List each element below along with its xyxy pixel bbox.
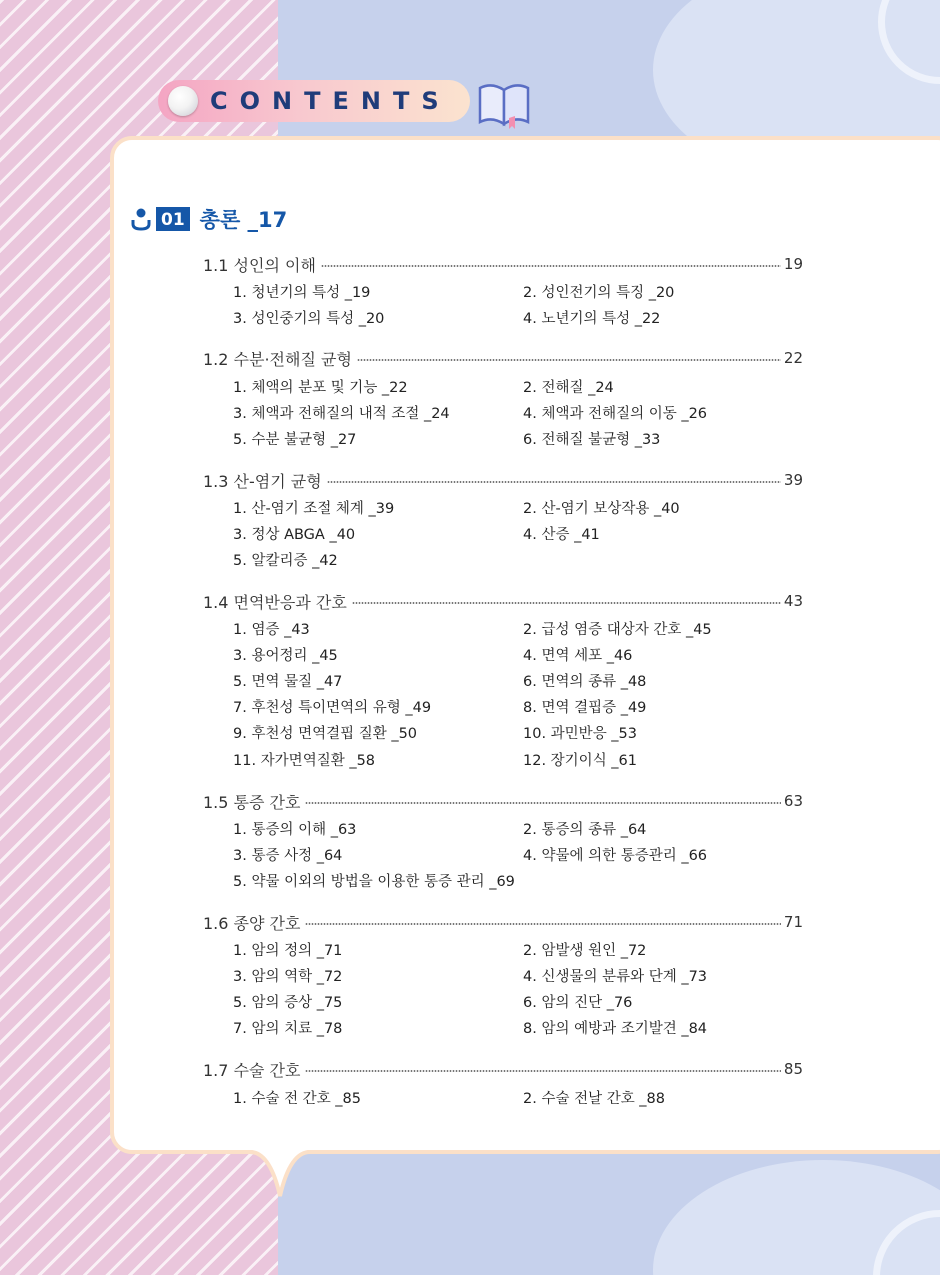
section-page: 85 bbox=[783, 1060, 803, 1078]
toc-item[interactable]: 3. 암의 역학 _72 bbox=[233, 969, 343, 985]
toc-item[interactable]: 6. 면역의 종류 _48 bbox=[523, 674, 647, 690]
toc-item[interactable]: 2. 수술 전날 간호 _88 bbox=[523, 1091, 666, 1107]
section-page: 43 bbox=[783, 592, 803, 610]
toc-item[interactable]: 6. 전해질 불균형 _33 bbox=[523, 432, 661, 448]
toc-item[interactable]: 1. 산-염기 조절 체계 _39 bbox=[233, 501, 395, 517]
toc-item[interactable]: 11. 자가면역질환 _58 bbox=[233, 753, 376, 769]
toc-item[interactable]: 4. 산증 _41 bbox=[523, 527, 600, 543]
toc-item[interactable]: 8. 암의 예방과 조기발견 _84 bbox=[523, 1021, 708, 1037]
toc-item[interactable]: 12. 장기이식 _61 bbox=[523, 753, 638, 769]
section-page: 19 bbox=[783, 255, 803, 273]
toc-item[interactable]: 1. 통증의 이해 _63 bbox=[233, 822, 357, 838]
section-heading[interactable] bbox=[203, 910, 803, 934]
chapter-heading bbox=[130, 205, 287, 233]
toc-item[interactable]: 6. 암의 진단 _76 bbox=[523, 995, 633, 1011]
section-title: 1.5 통증 간호 bbox=[203, 792, 301, 812]
toc-item[interactable]: 10. 과민반응 _53 bbox=[523, 726, 638, 742]
toc-item[interactable]: 3. 통증 사정 _64 bbox=[233, 848, 343, 864]
toc-item[interactable]: 3. 정상 ABGA _40 bbox=[233, 527, 356, 543]
section-title: 1.4 면역반응과 간호 bbox=[203, 592, 347, 612]
dot-leader bbox=[352, 602, 781, 604]
dot-leader bbox=[305, 923, 780, 925]
chapter-title: 총론 _17 bbox=[199, 208, 288, 232]
toc-item[interactable]: 9. 후천성 면역결핍 질환 _50 bbox=[233, 726, 418, 742]
toc-item[interactable]: 3. 용어정리 _45 bbox=[233, 648, 338, 664]
person-icon bbox=[130, 207, 152, 231]
toc-item[interactable]: 3. 성인중기의 특성 _20 bbox=[233, 311, 385, 327]
toc-item[interactable]: 5. 면역 물질 _47 bbox=[233, 674, 343, 690]
card-bottom-tab bbox=[250, 1150, 310, 1200]
toc-item[interactable]: 2. 통증의 종류 _64 bbox=[523, 822, 647, 838]
section-page: 63 bbox=[783, 792, 803, 810]
section-title: 1.6 종양 간호 bbox=[203, 913, 301, 933]
section-heading[interactable] bbox=[203, 252, 803, 276]
toc-item[interactable]: 4. 노년기의 특성 _22 bbox=[523, 311, 661, 327]
chapter-number: 01 bbox=[156, 207, 190, 231]
toc-item[interactable]: 3. 체액과 전해질의 내적 조절 _24 bbox=[233, 406, 450, 422]
section-page: 71 bbox=[783, 913, 803, 931]
section-page: 22 bbox=[783, 349, 803, 367]
toc-item[interactable]: 2. 전해질 _24 bbox=[523, 380, 614, 396]
section-title: 1.1 성인의 이해 bbox=[203, 255, 316, 275]
section-heading[interactable] bbox=[203, 346, 803, 370]
toc-item[interactable]: 4. 신생물의 분류와 단계 _73 bbox=[523, 969, 708, 985]
section-heading[interactable] bbox=[203, 1057, 803, 1081]
open-book-icon bbox=[476, 78, 532, 130]
toc-item[interactable]: 1. 청년기의 특성 _19 bbox=[233, 285, 371, 301]
toc-item[interactable]: 2. 산-염기 보상작용 _40 bbox=[523, 501, 680, 517]
contents-title: CONTENTS bbox=[210, 87, 451, 115]
toc-item[interactable]: 1. 수술 전 간호 _85 bbox=[233, 1091, 362, 1107]
toc-item[interactable]: 5. 알칼리증 _42 bbox=[233, 553, 338, 569]
toc-item[interactable]: 1. 체액의 분포 및 기능 _22 bbox=[233, 380, 408, 396]
dot-leader bbox=[305, 802, 780, 804]
section-heading[interactable] bbox=[203, 468, 803, 492]
toc-item[interactable]: 5. 암의 증상 _75 bbox=[233, 995, 343, 1011]
section-title: 1.3 산-염기 균형 bbox=[203, 471, 322, 491]
toc-item[interactable]: 2. 성인전기의 특징 _20 bbox=[523, 285, 675, 301]
toc-item[interactable]: 7. 암의 치료 _78 bbox=[233, 1021, 343, 1037]
toc-item[interactable]: 8. 면역 결핍증 _49 bbox=[523, 700, 647, 716]
toc-item[interactable]: 5. 수분 불균형 _27 bbox=[233, 432, 357, 448]
section-title: 1.2 수분·전해질 균형 bbox=[203, 349, 352, 369]
pearl-icon bbox=[168, 86, 198, 116]
dot-leader bbox=[321, 265, 781, 267]
toc-item[interactable]: 2. 암발생 원인 _72 bbox=[523, 943, 647, 959]
dot-leader bbox=[327, 481, 781, 483]
toc-item[interactable]: 2. 급성 염증 대상자 간호 _45 bbox=[523, 622, 712, 638]
section-title: 1.7 수술 간호 bbox=[203, 1060, 301, 1080]
toc-item[interactable]: 7. 후천성 특이면역의 유형 _49 bbox=[233, 700, 432, 716]
toc-item[interactable]: 4. 약물에 의한 통증관리 _66 bbox=[523, 848, 708, 864]
section-page: 39 bbox=[783, 471, 803, 489]
section-heading[interactable] bbox=[203, 589, 803, 613]
section-heading[interactable] bbox=[203, 789, 803, 813]
toc-item[interactable]: 4. 체액과 전해질의 이동 _26 bbox=[523, 406, 708, 422]
dot-leader bbox=[357, 359, 781, 361]
toc-item[interactable]: 1. 염증 _43 bbox=[233, 622, 310, 638]
toc-item[interactable]: 5. 약물 이외의 방법을 이용한 통증 관리 _69 bbox=[233, 874, 515, 890]
toc-item[interactable]: 4. 면역 세포 _46 bbox=[523, 648, 633, 664]
toc-item[interactable]: 1. 암의 정의 _71 bbox=[233, 943, 343, 959]
dot-leader bbox=[305, 1070, 780, 1072]
